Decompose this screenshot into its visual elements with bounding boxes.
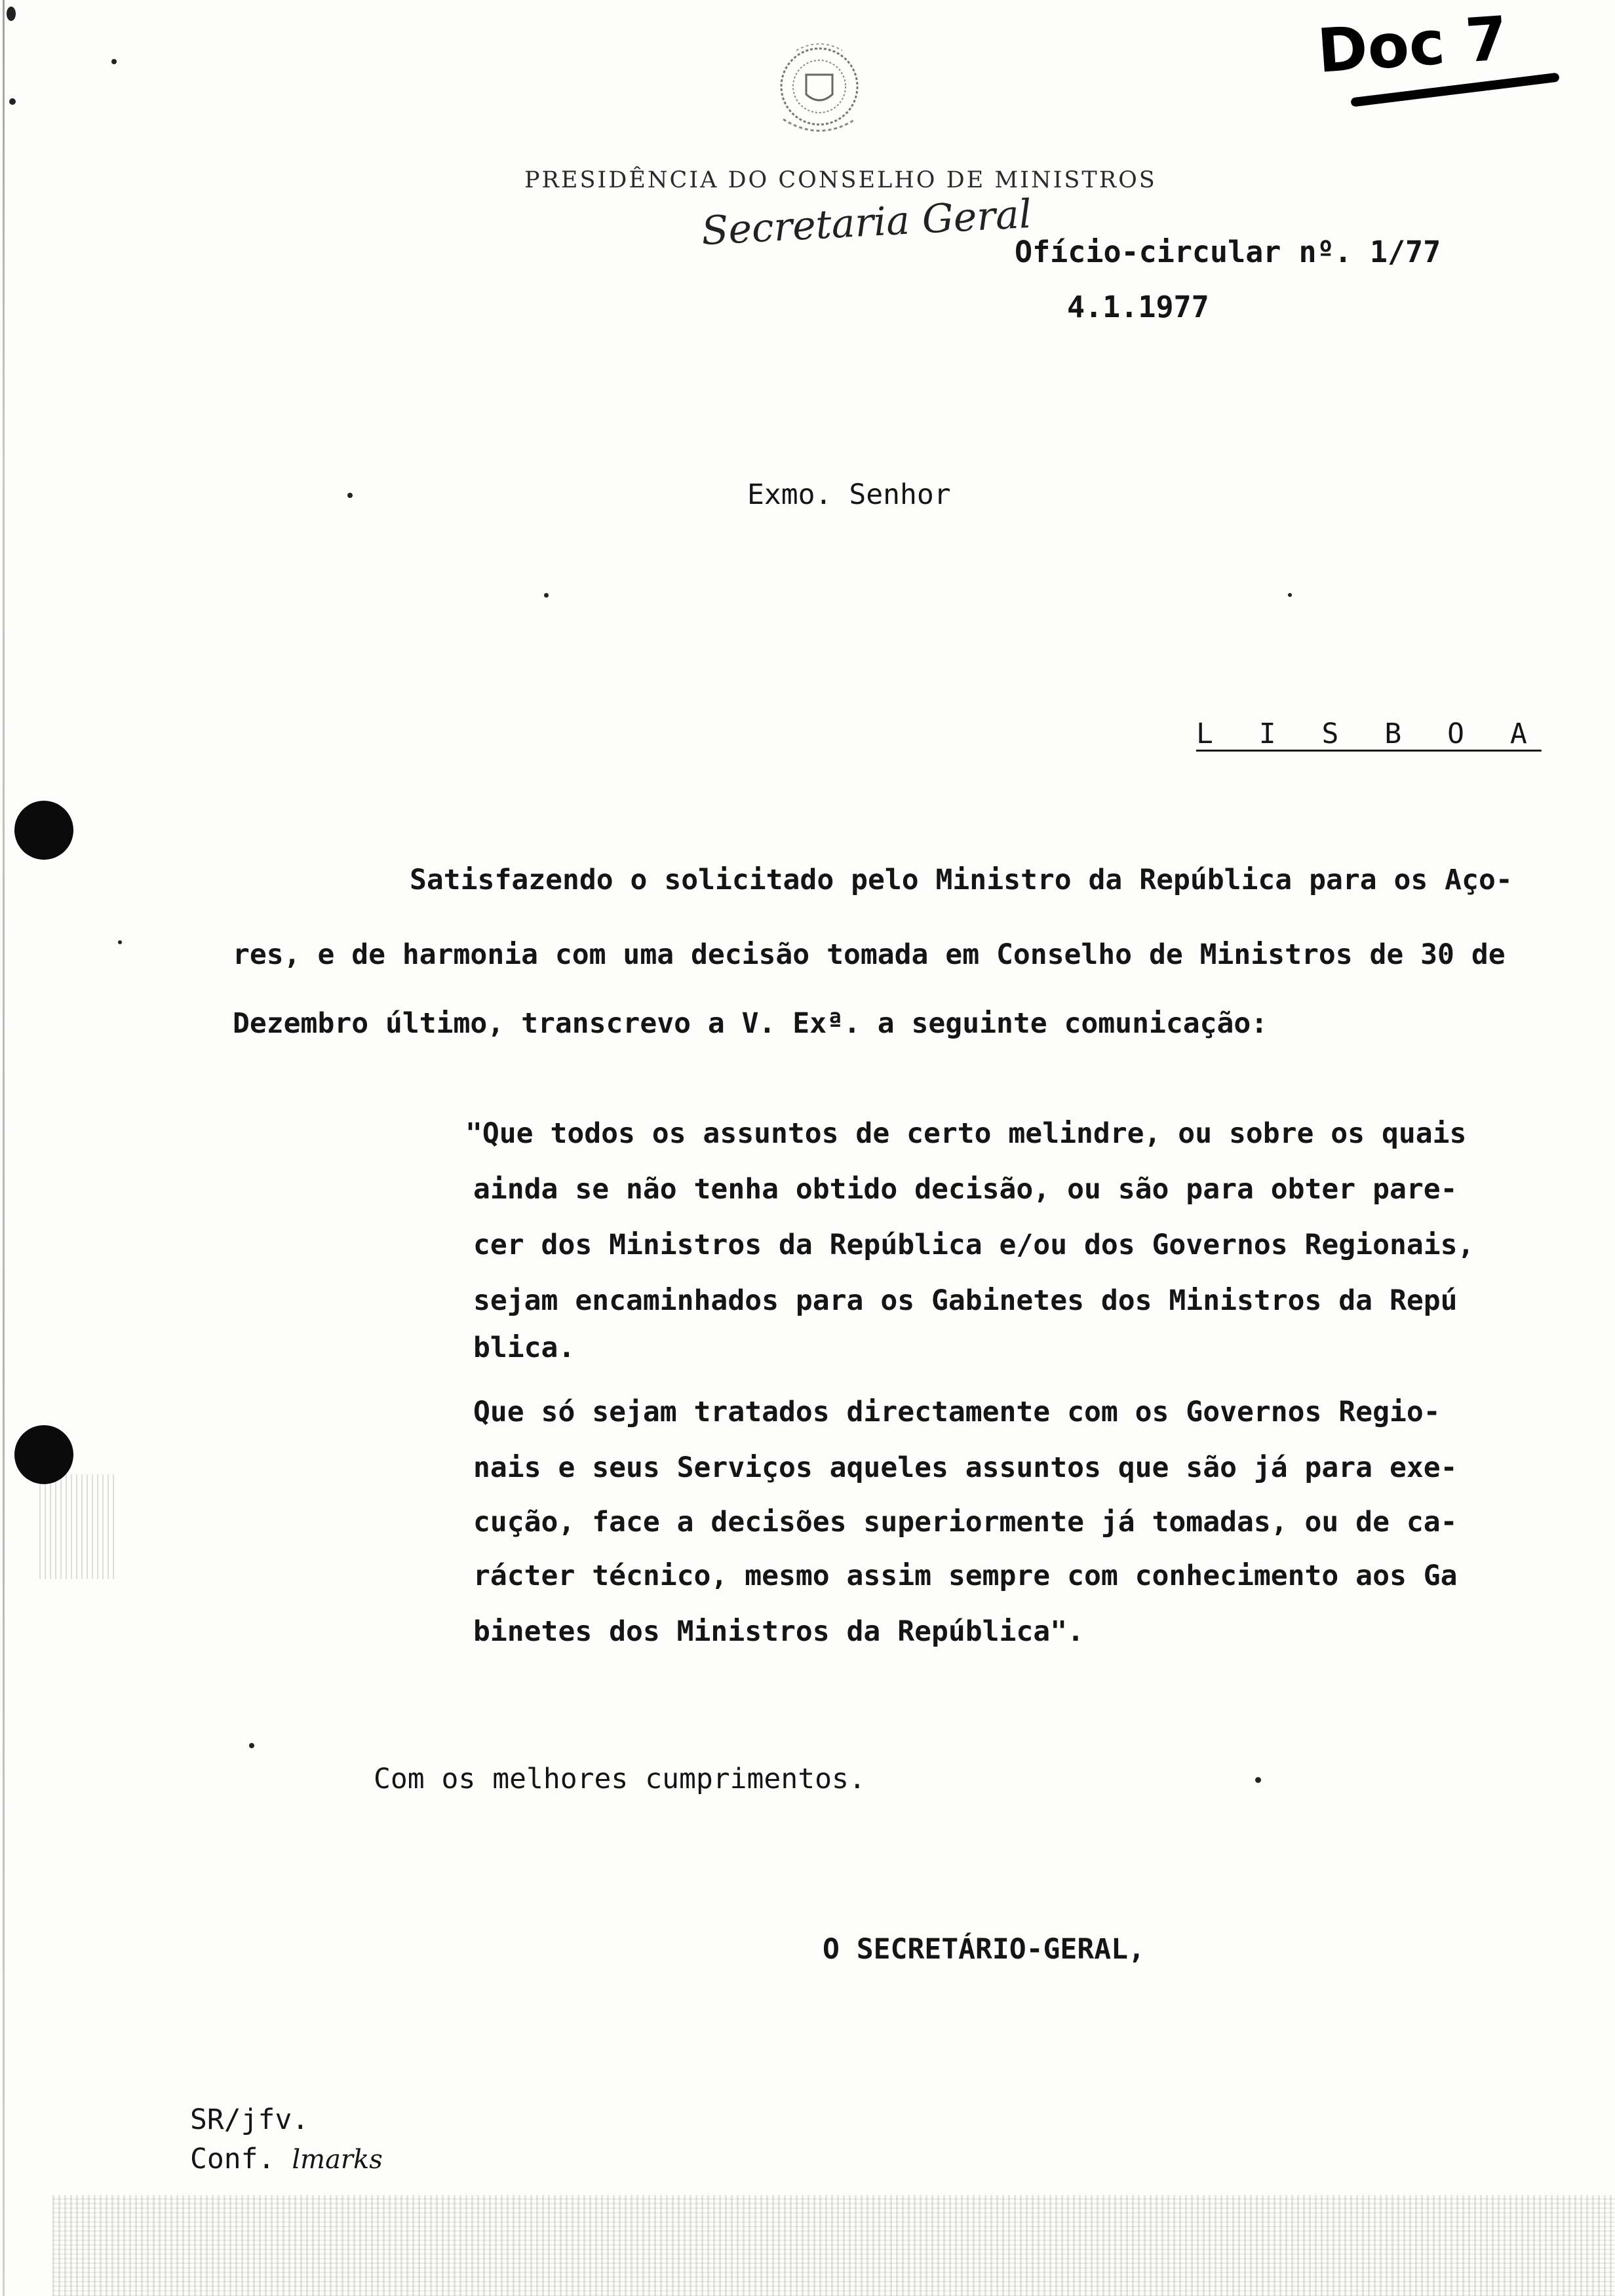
- scan-noise: [39, 1474, 118, 1579]
- scan-speck: [544, 593, 549, 598]
- scan-speck: [1255, 1777, 1261, 1783]
- punch-hole-top: [14, 801, 73, 860]
- quote-1-line-2: ainda se não tenha obtido decisão, ou são para obter pare-: [473, 1173, 1458, 1206]
- quote-1-line-1: "Que todos os assuntos de certo melindre, ou sobre os quais: [465, 1117, 1467, 1150]
- signatory-title: O SECRETÁRIO-GERAL,: [823, 1933, 1145, 1966]
- salutation: Exmo. Senhor: [747, 478, 951, 511]
- quote-2-line-5: binetes dos Ministros da República".: [473, 1615, 1084, 1648]
- quote-2-line-2: nais e seus Serviços aqueles assuntos que são já para exe-: [473, 1451, 1458, 1484]
- conf-line: [190, 2143, 383, 2175]
- intro-line-1: Satisfazendo o solicitado pelo Ministro da República para os Aço-: [410, 864, 1513, 896]
- conf-handwritten-signature: lmarks: [292, 2145, 383, 2175]
- scan-edge-line: [3, 0, 5, 2296]
- coat-of-arms-icon: [770, 34, 868, 149]
- quote-2-line-3: cução, face a decisões superiormente já tomadas, ou de ca-: [473, 1506, 1458, 1539]
- doc-number-label: Doc 7: [1315, 3, 1510, 86]
- document-date: 4.1.1977: [1067, 290, 1209, 324]
- doc-number-stamp: [1315, 3, 1566, 108]
- scan-speck: [118, 940, 122, 944]
- scan-speck: [249, 1743, 254, 1748]
- typist-initials: SR/jfv.: [190, 2103, 309, 2136]
- quote-1-line-3: cer dos Ministros da República e/ou dos Governos Regionais,: [473, 1229, 1475, 1261]
- department-script: Secretaria Geral: [700, 191, 1033, 255]
- circular-number: Ofício-circular nº. 1/77: [1015, 235, 1441, 269]
- scan-speck: [9, 98, 16, 105]
- intro-line-3: Dezembro último, transcrevo a V. Exª. a seguinte comunicação:: [233, 1007, 1268, 1040]
- scan-noise-bottom: [52, 2195, 1615, 2296]
- organization-name: PRESIDÊNCIA DO CONSELHO DE MINISTROS: [524, 167, 1157, 193]
- conf-label: Conf.: [190, 2143, 275, 2175]
- intro-line-2: res, e de harmonia com uma decisão tomada em Conselho de Ministros de 30 de: [233, 938, 1506, 971]
- scan-speck: [347, 493, 353, 498]
- scan-speck: [111, 59, 117, 64]
- quote-1-line-4: sejam encaminhados para os Gabinetes dos Ministros da Repú: [473, 1284, 1458, 1317]
- quote-2-line-4: rácter técnico, mesmo assim sempre com conhecimento aos Ga: [473, 1559, 1458, 1592]
- scan-speck: [7, 7, 16, 21]
- quote-1-line-5: blica.: [473, 1331, 575, 1364]
- closing-greeting: Com os melhores cumprimentos.: [374, 1763, 866, 1795]
- scan-speck: [1288, 593, 1292, 597]
- quote-2-line-1: Que só sejam tratados directamente com os Governos Regio-: [473, 1396, 1441, 1428]
- addressee-city: L I S B O A: [1196, 718, 1542, 750]
